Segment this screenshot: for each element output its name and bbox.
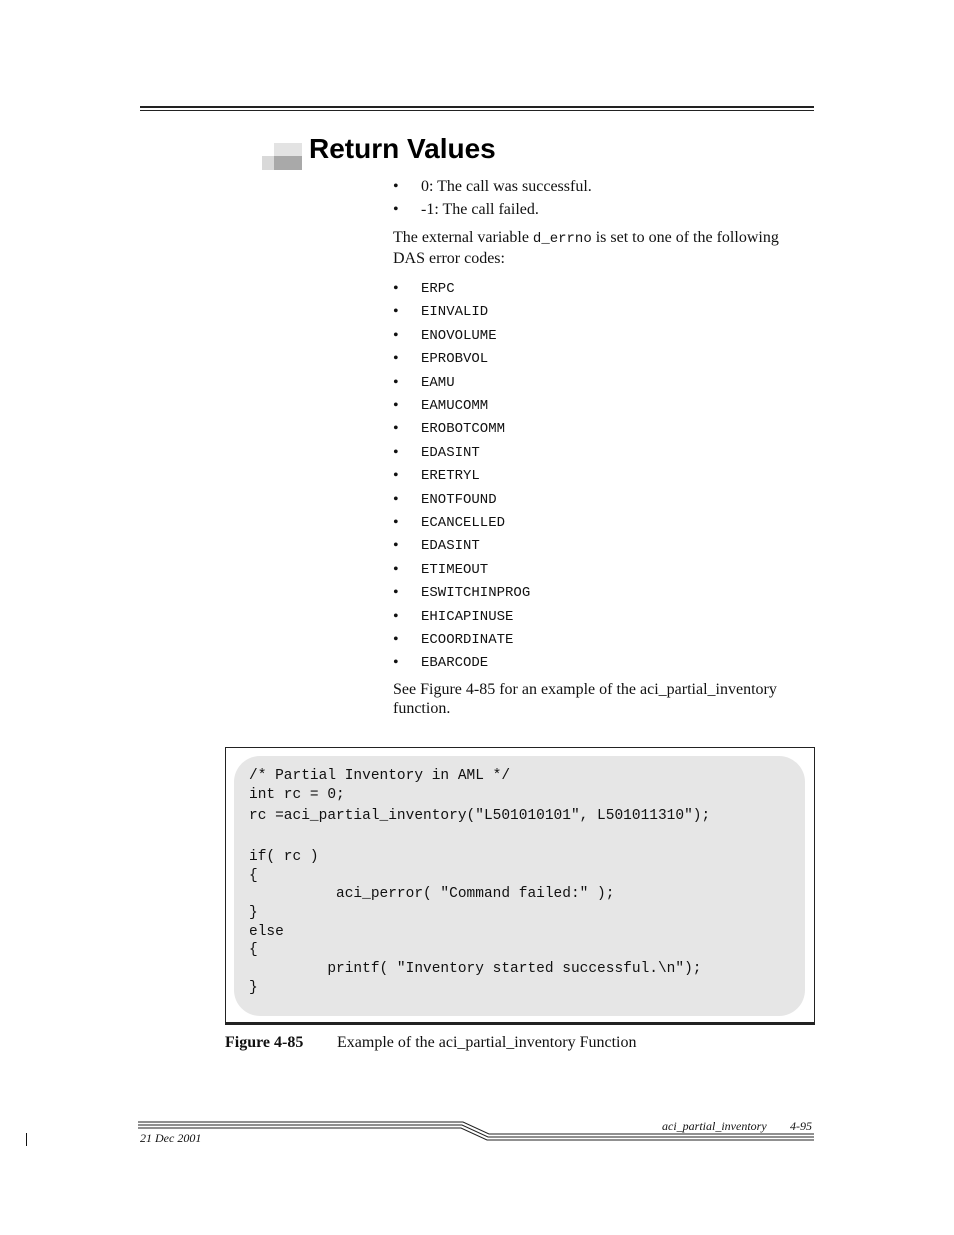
error-code-item: ESWITCHINPROG (421, 585, 531, 601)
bullet-icon: • (393, 397, 399, 414)
see-figure-line2: function. (393, 700, 451, 717)
top-rule-thin (140, 110, 814, 111)
error-code-item: EINVALID (421, 304, 489, 320)
bullet-icon: • (393, 201, 399, 218)
bullet-icon: • (393, 654, 399, 671)
bullet-icon: • (393, 444, 399, 461)
code-line: } (249, 905, 258, 921)
bullet-icon: • (393, 537, 399, 554)
code-line: else (249, 924, 284, 940)
bullet-icon: • (393, 608, 399, 625)
errno-paragraph (393, 228, 813, 268)
error-code-item: EAMU (421, 375, 455, 391)
code-line: if( rc ) (249, 849, 319, 865)
bullet-icon: • (393, 514, 399, 531)
bullet-icon: • (393, 631, 399, 648)
bullet-icon: • (393, 303, 399, 320)
error-code-item: EDASINT (421, 445, 480, 461)
errno-variable: d_errno (532, 231, 592, 247)
bullet-icon: • (393, 327, 399, 344)
error-code-item: ENOVOLUME (421, 328, 497, 344)
change-bar (26, 1133, 27, 1146)
error-code-item: ERETRYL (421, 468, 480, 484)
return-value-item: -1: The call failed. (421, 201, 539, 218)
error-code-item: ETIMEOUT (421, 562, 489, 578)
error-code-item: ENOTFOUND (421, 492, 497, 508)
see-figure-paragraph (393, 680, 813, 718)
bullet-icon: • (393, 178, 399, 195)
error-code-item: EDASINT (421, 538, 480, 554)
error-code-item: EBARCODE (421, 655, 489, 671)
error-code-item: ECANCELLED (421, 515, 506, 531)
bullet-icon: • (393, 491, 399, 508)
return-value-item: 0: The call was successful. (421, 178, 592, 195)
bullet-icon: • (393, 467, 399, 484)
error-code-item: EAMUCOMM (421, 398, 489, 414)
footer-date: 21 Dec 2001 (140, 1131, 202, 1145)
errno-text-before: The external variable (393, 229, 533, 246)
top-rule-thick (140, 106, 814, 108)
error-code-item: EROBOTCOMM (421, 421, 506, 437)
bullet-icon: • (393, 584, 399, 601)
bullet-icon: • (393, 561, 399, 578)
code-line: int rc = 0; (249, 787, 345, 803)
heading-marker-mid (262, 156, 274, 170)
error-code-item: EPROBVOL (421, 351, 489, 367)
code-line: printf( "Inventory started successful.\n"); (249, 961, 702, 977)
figure-caption-label: Figure 4-85 (225, 1034, 304, 1051)
errno-text-line2: DAS error codes: (393, 250, 505, 267)
errno-text-after: is set to one of the following (591, 229, 779, 246)
figure-frame-bottom-rule (225, 1022, 815, 1024)
code-line: rc =aci_partial_inventory("L501010101", L501011310"); (249, 808, 711, 824)
code-line: { (249, 942, 258, 958)
footer-section-name: aci_partial_inventory (662, 1119, 767, 1133)
code-line: /* Partial Inventory in AML */ (249, 768, 511, 784)
code-line: { (249, 868, 258, 884)
bullet-icon: • (393, 374, 399, 391)
bullet-icon: • (393, 350, 399, 367)
bullet-icon: • (393, 280, 399, 297)
code-line: aci_perror( "Command failed:" ); (249, 886, 615, 902)
see-figure-line1: See Figure 4-85 for an example of the aci_partial_inventory (393, 681, 777, 698)
footer-page-number: 4-95 (790, 1119, 812, 1133)
code-line: } (249, 980, 258, 996)
error-code-item: ECOORDINATE (421, 632, 514, 648)
heading-marker-dark (274, 156, 302, 170)
error-code-item: ERPC (421, 281, 455, 297)
section-heading: Return Values (309, 133, 496, 164)
figure-caption-text: Example of the aci_partial_inventory Function (337, 1034, 637, 1051)
error-code-item: EHICAPINUSE (421, 609, 514, 625)
bullet-icon: • (393, 420, 399, 437)
